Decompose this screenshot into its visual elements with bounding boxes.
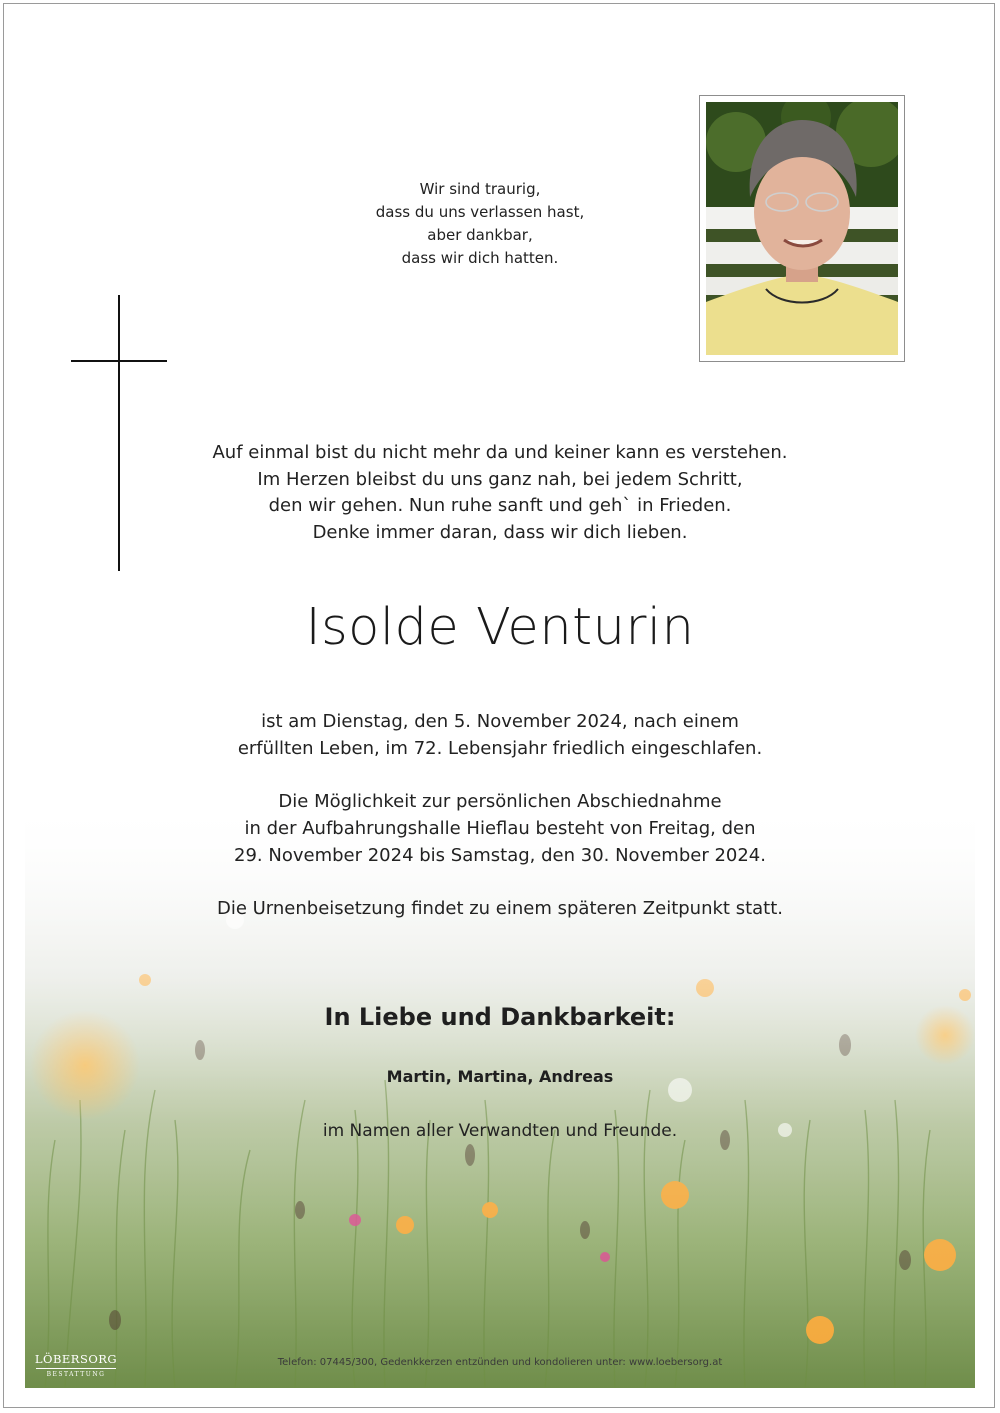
cross-icon xyxy=(118,295,120,571)
deceased-name: Isolde Venturin xyxy=(305,598,695,657)
poem-main xyxy=(150,440,850,546)
meadow-background-image xyxy=(25,800,975,1388)
logo-mark xyxy=(30,1352,122,1378)
farewell-info xyxy=(150,788,850,869)
poem-top-line: aber dankbar, xyxy=(427,226,533,244)
poem-top-line: dass wir dich hatten. xyxy=(401,249,559,267)
farewell-line: 29. November 2024 bis Samstag, den 30. November 2024. xyxy=(234,845,766,866)
death-notice-line: ist am Dienstag, den 5. November 2024, nach einem xyxy=(261,711,739,732)
logo-name: LÖBERSORG xyxy=(34,1352,118,1366)
thanks-heading: In Liebe und Dankbarkeit: xyxy=(324,1003,676,1031)
burial-info xyxy=(150,895,850,922)
poem-main-line: Auf einmal bist du nicht mehr da und keiner kann es verstehen. xyxy=(212,442,788,463)
death-notice-line: erfüllten Leben, im 72. Lebensjahr friedlich eingeschlafen. xyxy=(237,738,763,759)
death-notice xyxy=(150,708,850,762)
logo-subtitle: BESTATTUNG xyxy=(46,1371,106,1378)
burial-line: Die Urnenbeisetzung findet zu einem späteren Zeitpunkt statt. xyxy=(216,898,784,919)
farewell-line: Die Möglichkeit zur persönlichen Abschiednahme xyxy=(278,791,722,812)
poem-top-line: dass du uns verlassen hast, xyxy=(375,203,585,221)
footer-contact: Telefon: 07445/300, Gedenkkerzen entzünden und kondolieren unter: www.loebersorg.at xyxy=(277,1357,723,1368)
cross-icon-crossbar xyxy=(71,360,167,362)
portrait-frame xyxy=(699,95,905,362)
poem-main-line: Denke immer daran, dass wir dich lieben. xyxy=(312,521,688,543)
poem-main-line: den wir gehen. Nun ruhe sanft und geh` in Frieden. xyxy=(268,495,732,516)
relatives-line: im Namen aller Verwandten und Freunde. xyxy=(322,1121,678,1141)
logo-divider xyxy=(36,1368,116,1369)
poem-top xyxy=(300,178,660,270)
poem-main-line: Im Herzen bleibst du uns ganz nah, bei jedem Schritt, xyxy=(257,468,743,490)
poem-top-line: Wir sind traurig, xyxy=(419,180,541,198)
portrait-photo xyxy=(706,102,898,355)
mourners-names: Martin, Martina, Andreas xyxy=(386,1067,614,1086)
farewell-line: in der Aufbahrungshalle Hieflau besteht von Freitag, den xyxy=(244,818,756,839)
